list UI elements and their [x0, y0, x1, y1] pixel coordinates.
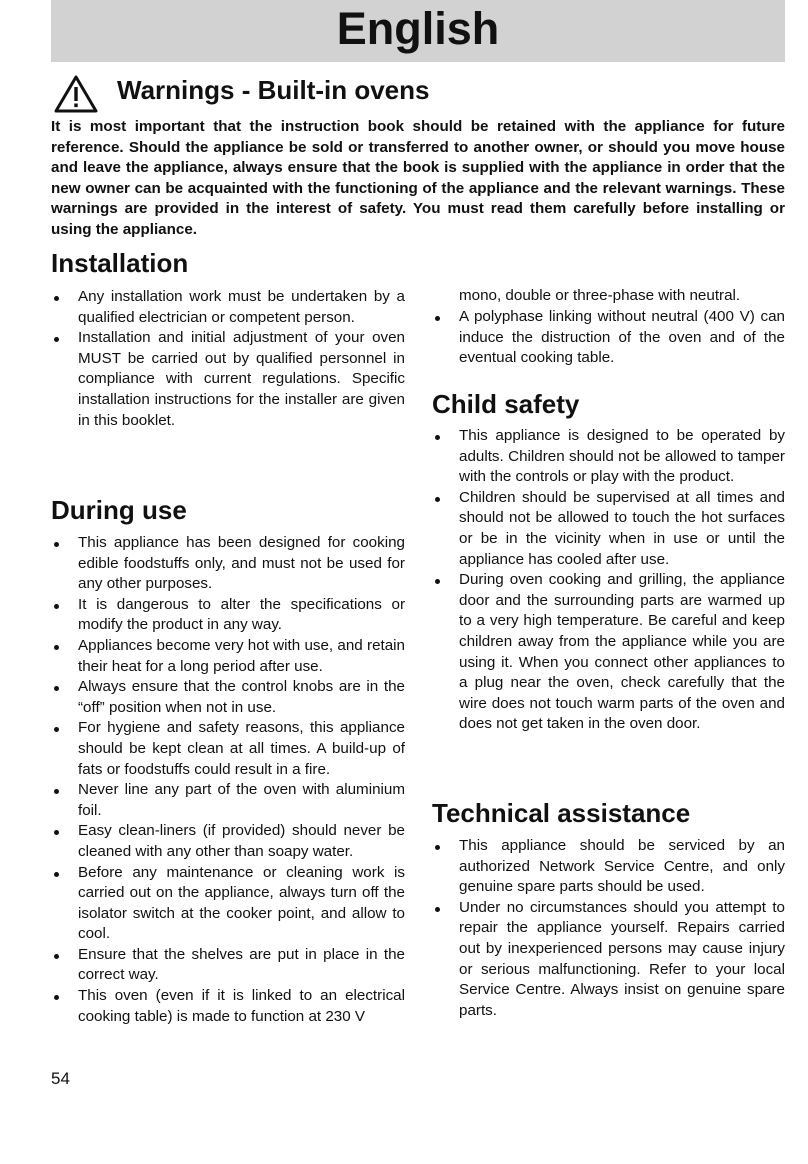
- list-item: This appliance is designed to be operated by adults. Children should not be allowed to tamper with the controls or play with the product.: [432, 426, 785, 488]
- list-item: It is dangerous to alter the specifications or modify the product in any way.: [51, 595, 405, 636]
- technical-assistance-list: [432, 836, 785, 1021]
- bullet-icon: [435, 579, 440, 584]
- list-item: Easy clean-liners (if provided) should never be cleaned with any other than soapy water.: [51, 821, 405, 862]
- list-item: Before any maintenance or cleaning work is carried out on the appliance, always turn off the isolator switch at the cooker point, and allow to cool.: [51, 863, 405, 945]
- installation-heading: Installation: [51, 248, 189, 278]
- child-safety-heading: Child safety: [432, 389, 580, 419]
- bullet-icon: [54, 995, 59, 1000]
- list-item: For hygiene and safety reasons, this appliance should be kept clean at all times. A build-up of fats or foodstuffs could result in a fire.: [51, 718, 405, 780]
- bullet-icon: [54, 542, 59, 547]
- bullet-icon: [54, 954, 59, 959]
- list-item: This oven (even if it is linked to an electrical cooking table) is made to function at 230 V: [51, 986, 405, 1027]
- bullet-icon: [435, 316, 440, 321]
- bullet-icon: [54, 645, 59, 650]
- page-number: 54: [51, 1069, 70, 1088]
- list-item: A polyphase linking without neutral (400 V) can induce the distruction of the oven and of the eventual cooking table.: [432, 307, 785, 369]
- list-item: Never line any part of the oven with aluminium foil.: [51, 780, 405, 821]
- bullet-icon: [54, 604, 59, 609]
- warnings-header: [51, 70, 785, 114]
- warning-triangle-icon: [53, 74, 99, 114]
- bullet-icon: [54, 727, 59, 732]
- during-use-extra-list: [432, 307, 785, 369]
- list-item: Children should be supervised at all times and should not be allowed to touch the hot surfaces or be in the vicinity when in use or until the appliance has cooled after use.: [432, 488, 785, 570]
- during-use-list: [51, 533, 405, 1027]
- list-item: Installation and initial adjustment of your oven MUST be carried out by qualified personnel in compliance with current regulations. Specific installation instructions for the installer are given in this booklet.: [51, 328, 405, 431]
- list-item: Always ensure that the control knobs are in the “off” position when not in use.: [51, 677, 405, 718]
- technical-assistance-heading: Technical assistance: [432, 798, 691, 828]
- list-item: Appliances become very hot with use, and retain their heat for a long period after use.: [51, 636, 405, 677]
- continuation-text: mono, double or three-phase with neutral.: [459, 287, 741, 304]
- child-safety-list: [432, 426, 785, 735]
- list-item: Ensure that the shelves are put in place in the correct way.: [51, 945, 405, 986]
- list-item: Any installation work must be undertaken by a qualified electrician or competent person.: [51, 287, 405, 328]
- list-item: This appliance should be serviced by an authorized Network Service Centre, and only genuine spare parts should be used.: [432, 836, 785, 898]
- language-header: [51, 0, 785, 62]
- bullet-icon: [54, 296, 59, 301]
- bullet-icon: [435, 435, 440, 440]
- list-item: Under no circumstances should you attempt to repair the appliance yourself. Repairs carried out by inexperienced persons may cause injury or serious malfunctioning. Refer to your local Service Centre. Always insist on genuine spare parts.: [432, 898, 785, 1022]
- bullet-icon: [54, 830, 59, 835]
- during-use-heading: During use: [51, 495, 187, 525]
- bullet-icon: [54, 789, 59, 794]
- bullet-icon: [54, 337, 59, 342]
- warnings-intro: It is most important that the instruction book should be retained with the appliance for future reference. Should the appliance be sold or transferred to another owner, or should you move house and leave the appliance, always ensure that the book is supplied with the appliance in order that the new owner can be acquainted with the functioning of the appliance and the relevant warnings. These warnings are provided in the interest of safety. You must read them carefully before installing or using the appliance.: [51, 118, 785, 238]
- bullet-icon: [54, 686, 59, 691]
- bullet-icon: [54, 872, 59, 877]
- list-item: During oven cooking and grilling, the appliance door and the surrounding parts are warmed up to a very high temperature. Be careful and keep children away from the appliance while you are using it. When you connect other appliances to a plug near the oven, check carefully that the wire does not touch warm parts of the oven and does not get taken in the oven door.: [432, 570, 785, 735]
- installation-list: [51, 287, 405, 431]
- bullet-icon: [435, 497, 440, 502]
- bullet-icon: [435, 907, 440, 912]
- list-item: This appliance has been designed for cooking edible foodstuffs only, and must not be used for any other purposes.: [51, 533, 405, 595]
- warnings-title: Warnings - Built-in ovens: [117, 75, 430, 105]
- language-title: English: [336, 3, 500, 54]
- bullet-icon: [435, 845, 440, 850]
